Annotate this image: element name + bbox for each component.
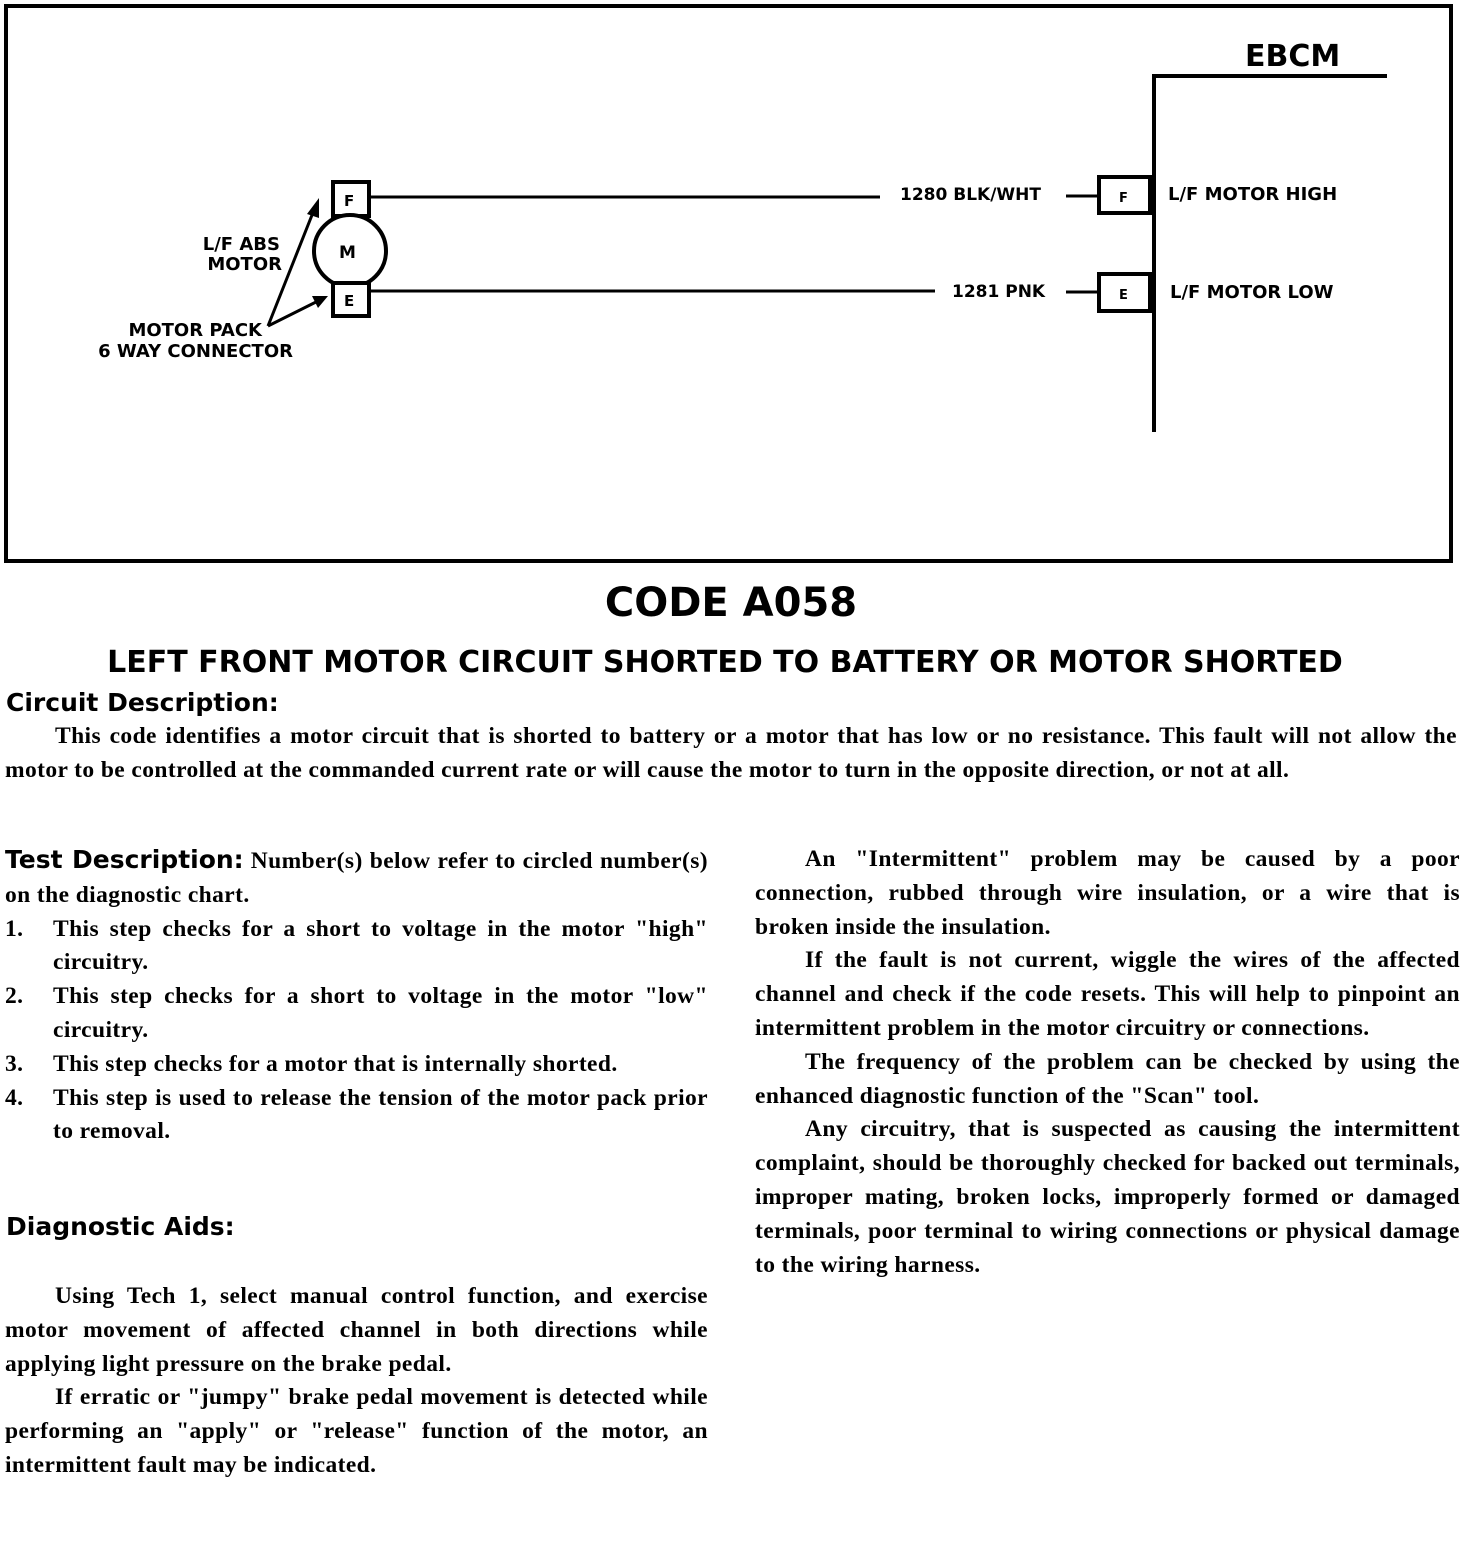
test-description (5, 843, 708, 1149)
test-steps (5, 913, 708, 1150)
motor-label-2: MOTOR (207, 254, 282, 275)
ebcm-low-label: L/F MOTOR LOW (1170, 282, 1334, 303)
wire-high-label: 1280 BLK/WHT (900, 185, 1041, 205)
diagnostic-paragraph: An "Intermittent" problem may be caused by a poor connection, rubbed through wire insulation, or a wire that is broken inside the insulation. (755, 846, 1460, 940)
diagnostic-paragraph: The frequency of the problem can be checked by using the enhanced diagnostic function of the "Scan" tool. (755, 1048, 1460, 1109)
ebcm-pin-e: E (1119, 288, 1128, 303)
test-step: 4. This step is used to release the tension of the motor pack prior to removal. (5, 1084, 708, 1145)
motor-label: L/F ABS (202, 234, 280, 255)
connector-label: MOTOR PACK (128, 320, 262, 341)
circuit-description-text (5, 720, 1457, 788)
ebcm-label: EBCM (1245, 39, 1341, 74)
wire-low-label: 1281 PNK (952, 282, 1046, 302)
diagnostic-paragraph: If the fault is not current, wiggle the wires of the affected channel and check if the code resets. This will help to pinpoint an intermittent problem in the motor circuitry or connections. (755, 947, 1460, 1041)
code-title: CODE A058 (604, 580, 858, 626)
circuit-description-body: This code identifies a motor circuit that is shorted to battery or a motor that has low or no resistance. This fault will not allow the motor to be controlled at the commanded current rate or will cause the motor to turn in the opposite direction, or not at all. (5, 723, 1457, 783)
test-description-intro: Number(s) below refer to circled number(s) on the diagnostic chart. (5, 848, 708, 908)
diagnostic-paragraph: Any circuitry, that is suspected as causing the intermittent complaint, should be thoroughly checked for backed out terminals, improper mating, broken locks, improperly formed or damaged terminals, poor terminal to wiring connections or physical damage to the wiring harness. (755, 1116, 1460, 1278)
test-step: 3. This step checks for a motor that is internally shorted. (5, 1050, 618, 1077)
diagnostic-aids-heading: Diagnostic Aids: (6, 1212, 235, 1241)
diagnostic-aids-left (5, 1280, 708, 1483)
diagnostic-paragraph: Using Tech 1, select manual control function, and exercise motor movement of affected channel in both directions while applying light pressure on the brake pedal. (5, 1283, 708, 1377)
test-step: 2. This step checks for a short to voltage in the motor "low" circuitry. (5, 983, 708, 1043)
motor-pin-f: F (344, 192, 355, 210)
motor-symbol-label: M (339, 243, 356, 263)
diagnostic-paragraph: If erratic or "jumpy" brake pedal movement is detected while performing an "apply" or "release" function of the motor, an intermittent fault may be indicated. (5, 1384, 708, 1478)
test-description-heading: Test Description: (5, 845, 244, 874)
motor-pin-e: E (344, 292, 355, 310)
test-step: 1. This step checks for a short to voltage in the motor "high" circuitry. (5, 915, 708, 976)
ebcm-pin-f: F (1119, 191, 1128, 206)
diagnostic-aids-right (755, 843, 1460, 1282)
subtitle: LEFT FRONT MOTOR CIRCUIT SHORTED TO BATTERY OR MOTOR SHORTED (107, 645, 1343, 680)
connector-label-2: 6 WAY CONNECTOR (98, 341, 293, 362)
wiring-diagram (0, 0, 1472, 570)
ebcm-high-label: L/F MOTOR HIGH (1168, 184, 1338, 205)
circuit-description-heading: Circuit Description: (6, 688, 279, 717)
